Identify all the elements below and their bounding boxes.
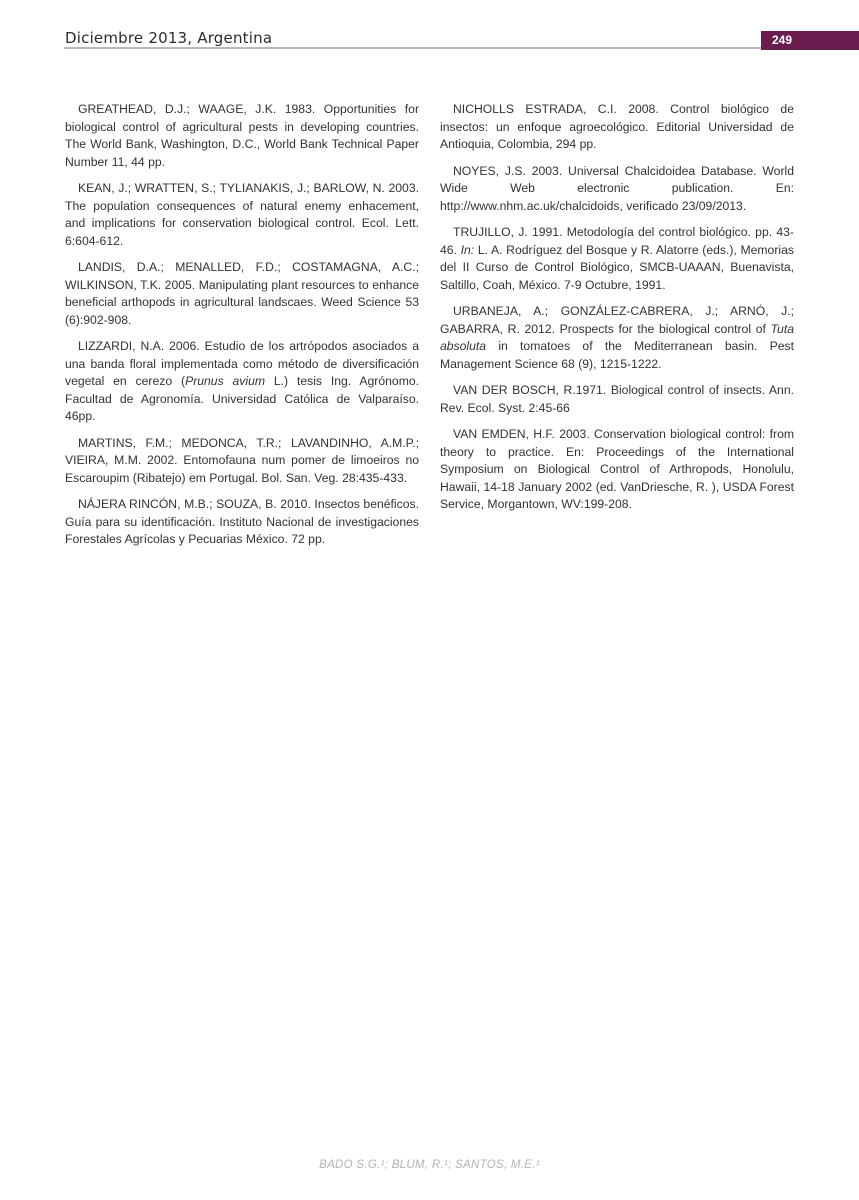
reference-entry: VAN DER BOSCH, R.1971. Biological control of insects. Ann. Rev. Ecol. Syst. 2:45-66 (440, 383, 794, 415)
reference-entry: KEAN, J.; WRATTEN, S.; TYLIANAKIS, J.; BARLOW, N. 2003. The population consequences of natural enemy enhacement, and implications for conservation biological control. Ecol. Lett. 6:604-612. (65, 181, 419, 248)
footer-authors: BADO S.G.¹; BLUM, R.¹; SANTOS, M.E.¹ (319, 1159, 540, 1171)
reference-entry: TRUJILLO, J. 1991. Metodología del control biológico. pp. 43-46. In: L. A. Rodríguez del Bosque y R. Alatorre (eds.), Memorias del II Curso de Control Biológico, SMCB-UAAAN, Buenavista, Saltillo, Coah, México. 7-9 Octubre, 1991. (440, 225, 794, 292)
reference-entry: LIZZARDI, N.A. 2006. Estudio de los artrópodos asociados a una banda floral implementada como método de diversificación vegetal en cerezo (Prunus avium L.) tesis Ing. Agrónomo. Facultad de Agronomía. Universidad Católica de Valparaíso. 46pp. (65, 339, 420, 423)
running-header: Diciembre 2013, Argentina (65, 29, 273, 47)
reference-entry: GREATHEAD, D.J.; WAAGE, J.K. 1983. Opportunities for biological control of agricultural pests in developing countries. The World Bank, Washington, D.C., World Bank Technical Paper Number 11, 44 pp. (65, 102, 419, 169)
reference-entry: NÁJERA RINCÓN, M.B.; SOUZA, B. 2010. Insectos benéficos. Guía para su identificación. Instituto Nacional de investigaciones Forestales Agrícolas y Pecuarias México. 72 pp. (65, 497, 419, 546)
references-right-column (440, 101, 794, 523)
reference-entry: URBANEJA, A.; GONZÁLEZ-CABRERA, J.; ARNÓ, J.; GABARRA, R. 2012. Prospects for the biological control of Tuta absoluta in tomatoes of the Mediterranean basin. Pest Management Science 68 (9), 1215-1222. (440, 304, 794, 371)
page-number: 249 (761, 31, 859, 50)
reference-entry: VAN EMDEN, H.F. 2003. Conservation biological control: from theory to practice. En: Proceedings of the International Symposium on Biological Control of Arthropods, Honolulu, Hawaii, 14-18 January 2002 (ed. VanDriesche, R. ), USDA Forest Service, Morgantown, WV:199-208. (440, 427, 794, 511)
header-divider (64, 47, 761, 49)
reference-entry: NOYES, J.S. 2003. Universal Chalcidoidea Database. World Wide Web electronic publication. En: http://www.nhm.ac.uk/chalcidoids, verificado 23/09/2013. (440, 163, 794, 213)
references-left-column (65, 101, 419, 558)
reference-entry: LANDIS, D.A.; MENALLED, F.D.; COSTAMAGNA, A.C.; WILKINSON, T.K. 2005. Manipulating plant resources to enhance beneficial arthopods in agricultural landscaes. Weed Science 53 (6):902-908. (65, 260, 419, 327)
reference-entry: NICHOLLS ESTRADA, C.I. 2008. Control biológico de insectos: un enfoque agroecológico. Editorial Universidad de Antioquia, Colombia, 294 pp. (440, 102, 794, 151)
reference-entry: MARTINS, F.M.; MEDONCA, T.R.; LAVANDINHO, A.M.P.; VIEIRA, M.M. 2002. Entomofauna num pomer de limoeiros no Escaroupim (Ribatejo) em Portugal. Bol. San. Veg. 28:435-433. (65, 435, 419, 485)
